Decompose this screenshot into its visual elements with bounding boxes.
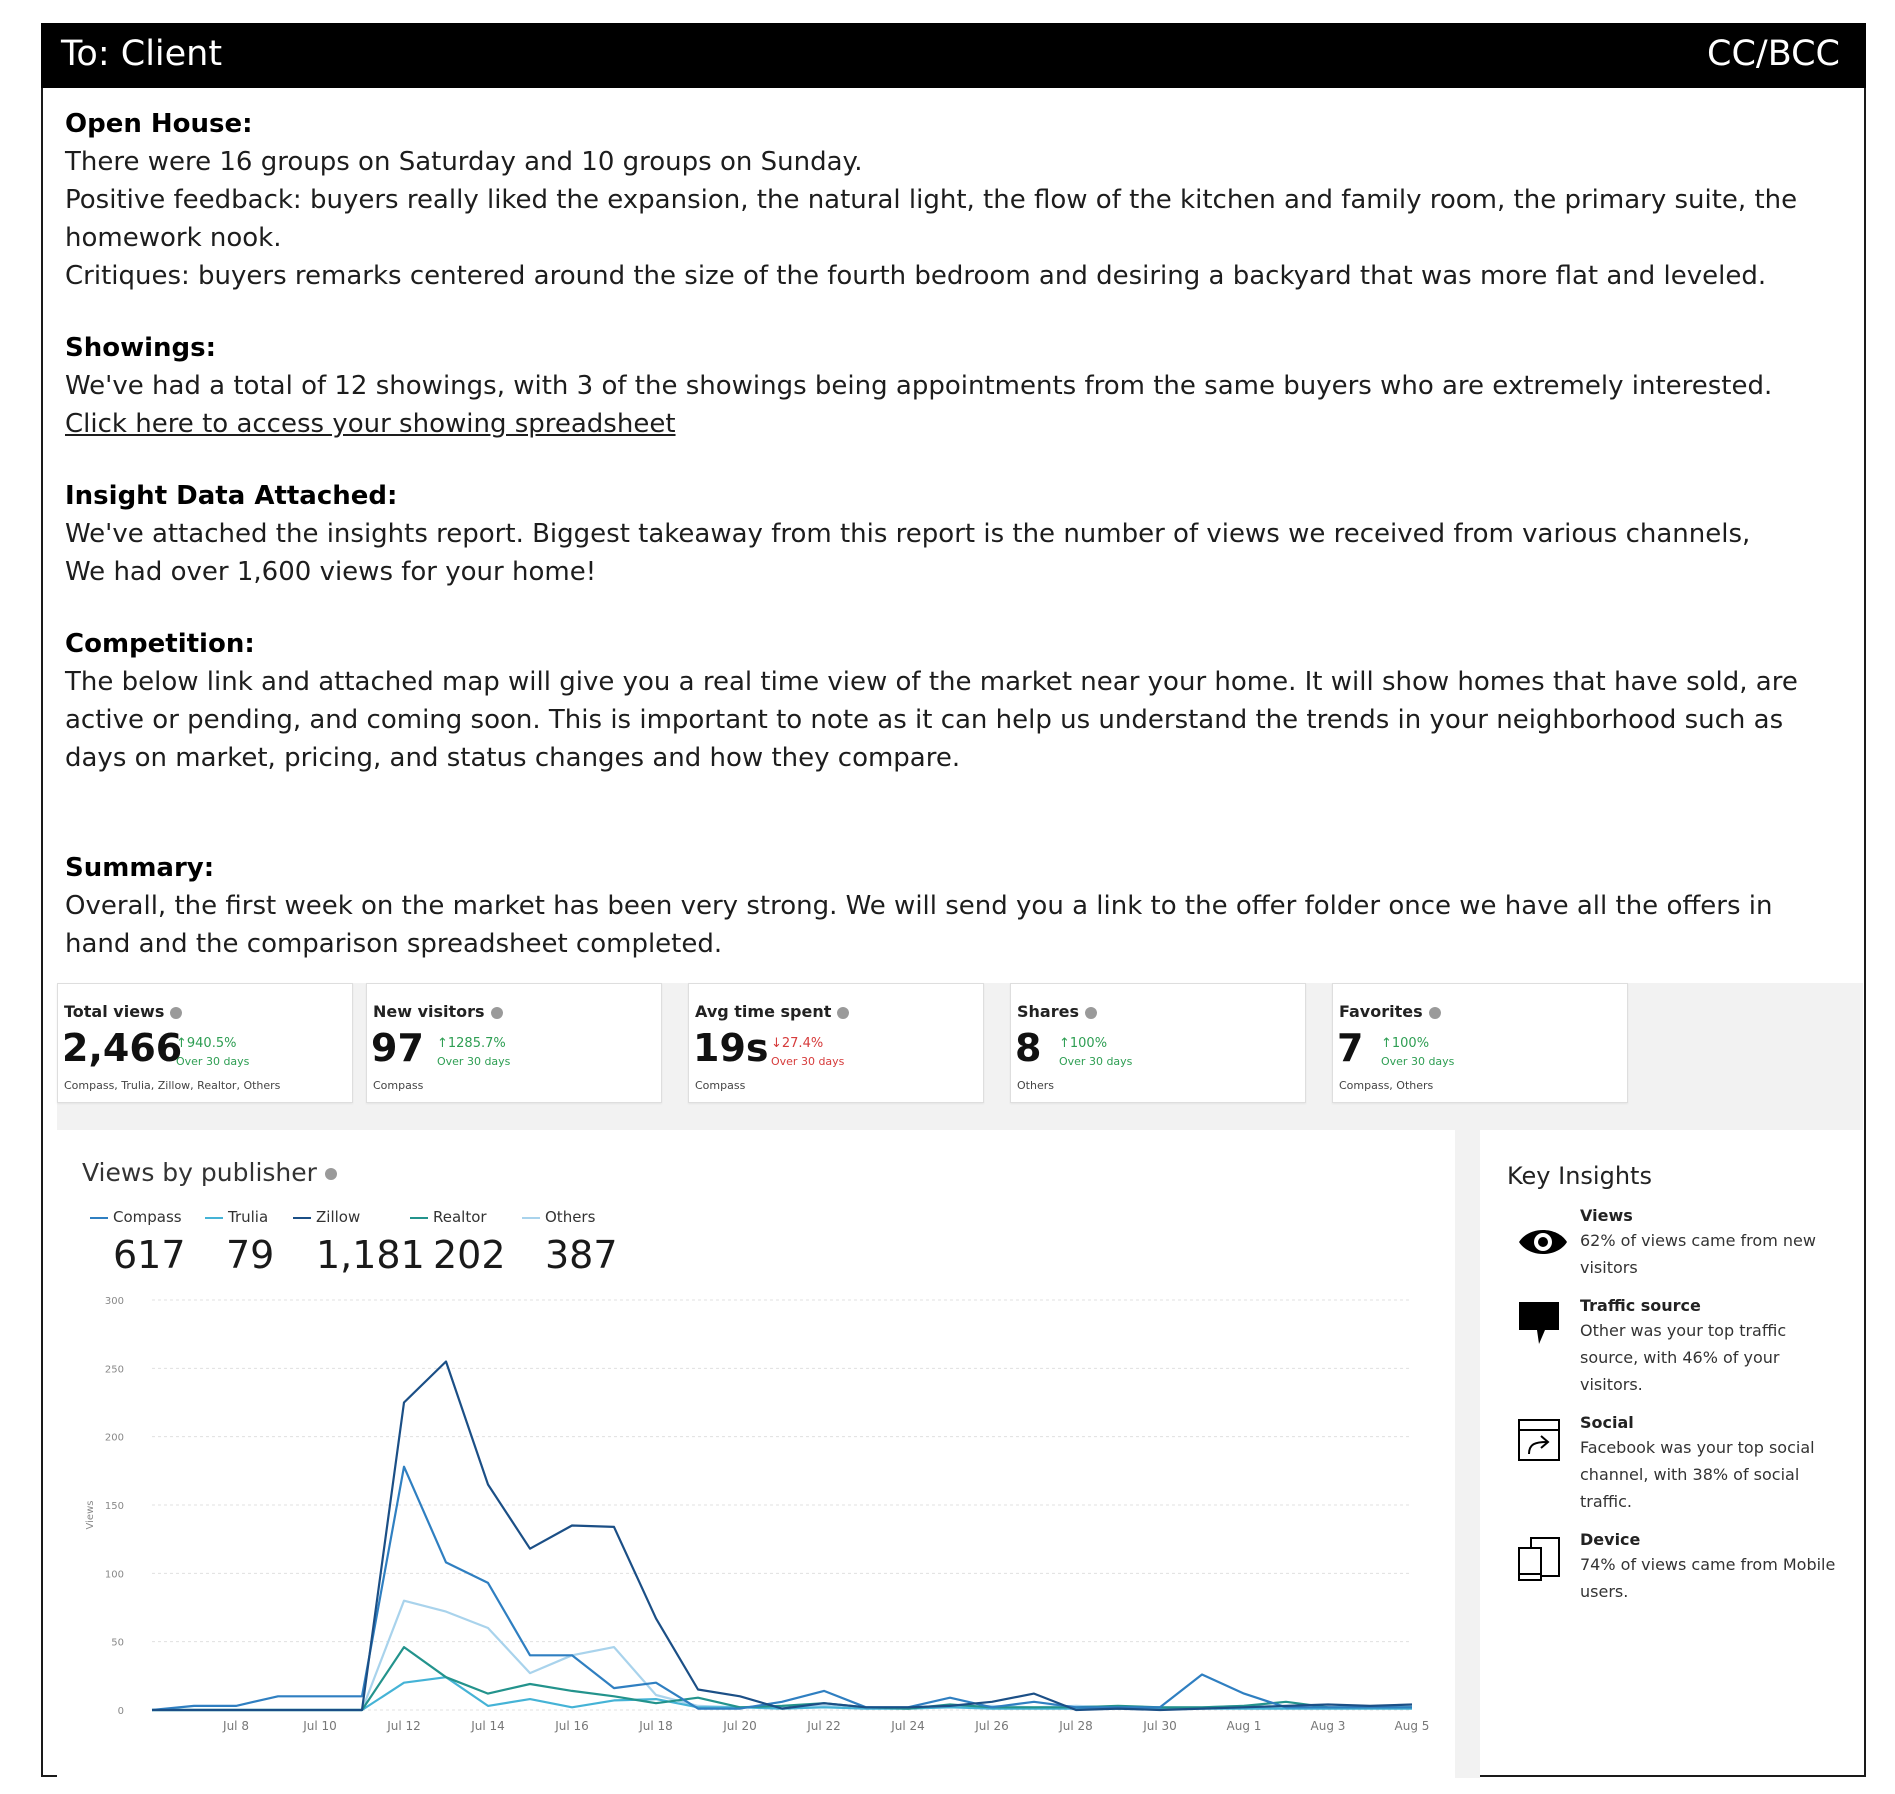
- metric-value: 7: [1337, 1026, 1364, 1070]
- metric-period: Over 30 days: [176, 1055, 250, 1068]
- info-icon[interactable]: [837, 1007, 849, 1019]
- legend-label: Realtor: [433, 1208, 487, 1226]
- metric-card-favorites[interactable]: [1332, 983, 1628, 1103]
- legend-swatch: [522, 1217, 540, 1219]
- summary-line: Overall, the first week on the market has been very strong. We will send you a link to the offer folder once we have all the offers in hand and the comparison spreadsheet completed.: [65, 891, 1773, 959]
- competition-heading: Competition:: [65, 629, 255, 659]
- legend-label: Zillow: [316, 1208, 361, 1226]
- open-house-line: There were 16 groups on Saturday and 10 groups on Sunday.: [65, 147, 863, 177]
- metric-label: Avg time spent: [695, 1002, 832, 1021]
- info-icon[interactable]: [170, 1007, 182, 1019]
- x-tick-label: Jul 14: [471, 1719, 505, 1733]
- eye-icon: [1517, 1222, 1569, 1262]
- metric-period: Over 30 days: [1059, 1055, 1133, 1068]
- x-tick-label: Jul 18: [639, 1719, 673, 1733]
- metric-change: ↑1285.7%: [437, 1036, 506, 1051]
- legend-total-zillow: 1,181: [316, 1233, 425, 1277]
- legend-total-compass: 617: [113, 1233, 186, 1277]
- x-tick-label: Jul 26: [975, 1719, 1009, 1733]
- metric-source: Compass, Trulia, Zillow, Realtor, Others: [64, 1079, 281, 1092]
- share-icon: [1517, 1418, 1561, 1462]
- legend-swatch: [205, 1217, 223, 1219]
- x-tick-label: Aug 1: [1226, 1719, 1262, 1733]
- x-tick-label: Jul 30: [1143, 1719, 1177, 1733]
- y-tick-label: 100: [104, 1569, 124, 1581]
- x-tick-label: Jul 16: [555, 1719, 589, 1733]
- info-icon[interactable]: [491, 1007, 503, 1019]
- legend-item-zillow[interactable]: [293, 1208, 360, 1226]
- metric-card-new-visitors[interactable]: [366, 983, 662, 1103]
- insight-line: We had over 1,600 views for your home!: [65, 557, 597, 587]
- x-tick-label: Aug 5: [1394, 1719, 1430, 1733]
- y-tick-label: 150: [104, 1501, 124, 1512]
- metric-value: 2,466: [62, 1026, 183, 1070]
- metric-label: Shares: [1017, 1002, 1079, 1021]
- competition-line: The below link and attached map will give you a real time view of the market near your home. It will show homes that have sold, are active or pending, and coming soon. This is important to note as it can help us understand the trends in your neighborhood such as days on market, pricing, and status changes and how they compare.: [65, 667, 1798, 773]
- insight-title: Social: [1580, 1413, 1634, 1432]
- open-house-line: Positive feedback: buyers really liked the expansion, the natural light, the flow of the kitchen and family room, the primary suite, the homework nook.: [65, 185, 1798, 253]
- metric-card-total-views[interactable]: [57, 983, 353, 1103]
- x-tick-label: Jul 24: [891, 1719, 925, 1733]
- y-tick-label: 50: [111, 1637, 124, 1649]
- x-tick-label: Jul 8: [223, 1719, 249, 1733]
- summary-heading: Summary:: [65, 853, 215, 883]
- metric-source: Others: [1017, 1079, 1054, 1092]
- metric-change: ↑100%: [1059, 1036, 1108, 1051]
- metric-card-avg-time-spent[interactable]: [688, 983, 984, 1103]
- x-tick-label: Aug 3: [1310, 1719, 1346, 1733]
- email-header: [41, 23, 1866, 88]
- to-field[interactable]: To: Client: [61, 34, 223, 74]
- insight-heading: Insight Data Attached:: [65, 481, 398, 511]
- legend-item-realtor[interactable]: [410, 1208, 487, 1226]
- insight-line: We've attached the insights report. Biggest takeaway from this report is the number of views we received from various channels,: [65, 519, 1751, 549]
- metric-value: 8: [1015, 1026, 1042, 1070]
- legend-item-others[interactable]: [522, 1208, 595, 1226]
- insight-text: 74% of views came from Mobile users.: [1580, 1555, 1836, 1601]
- metric-period: Over 30 days: [771, 1055, 845, 1068]
- insight-text: Facebook was your top social channel, with 38% of social traffic.: [1580, 1438, 1815, 1511]
- cc-bcc-button[interactable]: CC/BCC: [1707, 34, 1840, 74]
- x-tick-label: Jul 10: [303, 1719, 337, 1733]
- y-tick-label: 250: [104, 1364, 124, 1376]
- metric-change: ↓27.4%: [771, 1036, 824, 1051]
- legend-total-others: 387: [545, 1233, 618, 1277]
- insights-title: Key Insights: [1507, 1162, 1652, 1190]
- metric-change: ↑100%: [1381, 1036, 1430, 1051]
- flag-icon: [1517, 1300, 1561, 1346]
- showing-spreadsheet-link[interactable]: Click here to access your showing spreadsheet: [65, 409, 676, 439]
- metric-card-shares[interactable]: [1010, 983, 1306, 1103]
- x-tick-label: Jul 28: [1059, 1719, 1093, 1733]
- x-tick-label: Jul 12: [387, 1719, 421, 1733]
- y-tick-label: 0: [117, 1706, 124, 1717]
- y-axis-label: Views: [85, 1500, 96, 1530]
- legend-total-trulia: 79: [226, 1233, 275, 1277]
- legend-item-trulia[interactable]: [205, 1208, 268, 1226]
- series-line-zillow: [152, 1362, 1412, 1711]
- open-house-heading: Open House:: [65, 109, 253, 139]
- info-icon[interactable]: [1085, 1007, 1097, 1019]
- legend-total-realtor: 202: [433, 1233, 506, 1277]
- metric-label: New visitors: [373, 1002, 485, 1021]
- devices-icon: [1517, 1536, 1561, 1582]
- metric-period: Over 30 days: [437, 1055, 511, 1068]
- legend-label: Compass: [113, 1208, 182, 1226]
- legend-label: Others: [545, 1208, 596, 1226]
- y-tick-label: 300: [104, 1296, 124, 1307]
- insight-text: Other was your top traffic source, with 46% of your visitors.: [1580, 1321, 1787, 1394]
- email-body[interactable]: [65, 105, 1825, 963]
- metric-label: Favorites: [1339, 1002, 1423, 1021]
- x-tick-label: Jul 20: [723, 1719, 757, 1733]
- info-icon[interactable]: [325, 1168, 337, 1180]
- open-house-line: Critiques: buyers remarks centered around the size of the fourth bedroom and desiring a backyard that was more flat and leveled.: [65, 261, 1767, 291]
- info-icon[interactable]: [1429, 1007, 1441, 1019]
- panel-divider: [1455, 1130, 1480, 1778]
- legend-label: Trulia: [228, 1208, 269, 1226]
- insight-title: Views: [1580, 1206, 1633, 1225]
- series-line-compass: [152, 1467, 1412, 1710]
- chart-title: Views by publisher: [82, 1158, 317, 1187]
- insight-text: 62% of views came from new visitors: [1580, 1231, 1816, 1277]
- metric-value: 97: [371, 1026, 424, 1070]
- metric-source: Compass: [373, 1079, 424, 1092]
- views-line-chart[interactable]: [57, 1290, 1437, 1740]
- metric-source: Compass, Others: [1339, 1079, 1434, 1092]
- metric-period: Over 30 days: [1381, 1055, 1455, 1068]
- legend-swatch: [410, 1217, 428, 1219]
- insight-title: Device: [1580, 1530, 1641, 1549]
- series-line-realtor: [152, 1647, 1412, 1710]
- series-line-others: [152, 1601, 1412, 1710]
- showings-heading: Showings:: [65, 333, 217, 363]
- x-tick-label: Jul 22: [807, 1719, 841, 1733]
- metric-change: ↑940.5%: [176, 1036, 237, 1051]
- legend-swatch: [293, 1217, 311, 1219]
- legend-item-compass[interactable]: [90, 1208, 182, 1226]
- metric-label: Total views: [64, 1002, 165, 1021]
- legend-swatch: [90, 1217, 108, 1219]
- insight-title: Traffic source: [1580, 1296, 1701, 1315]
- showings-line: We've had a total of 12 showings, with 3 of the showings being appointments from the same buyers who are extremely interested.: [65, 371, 1773, 401]
- metric-source: Compass: [695, 1079, 746, 1092]
- metric-value: 19s: [693, 1026, 769, 1070]
- y-tick-label: 200: [104, 1432, 124, 1444]
